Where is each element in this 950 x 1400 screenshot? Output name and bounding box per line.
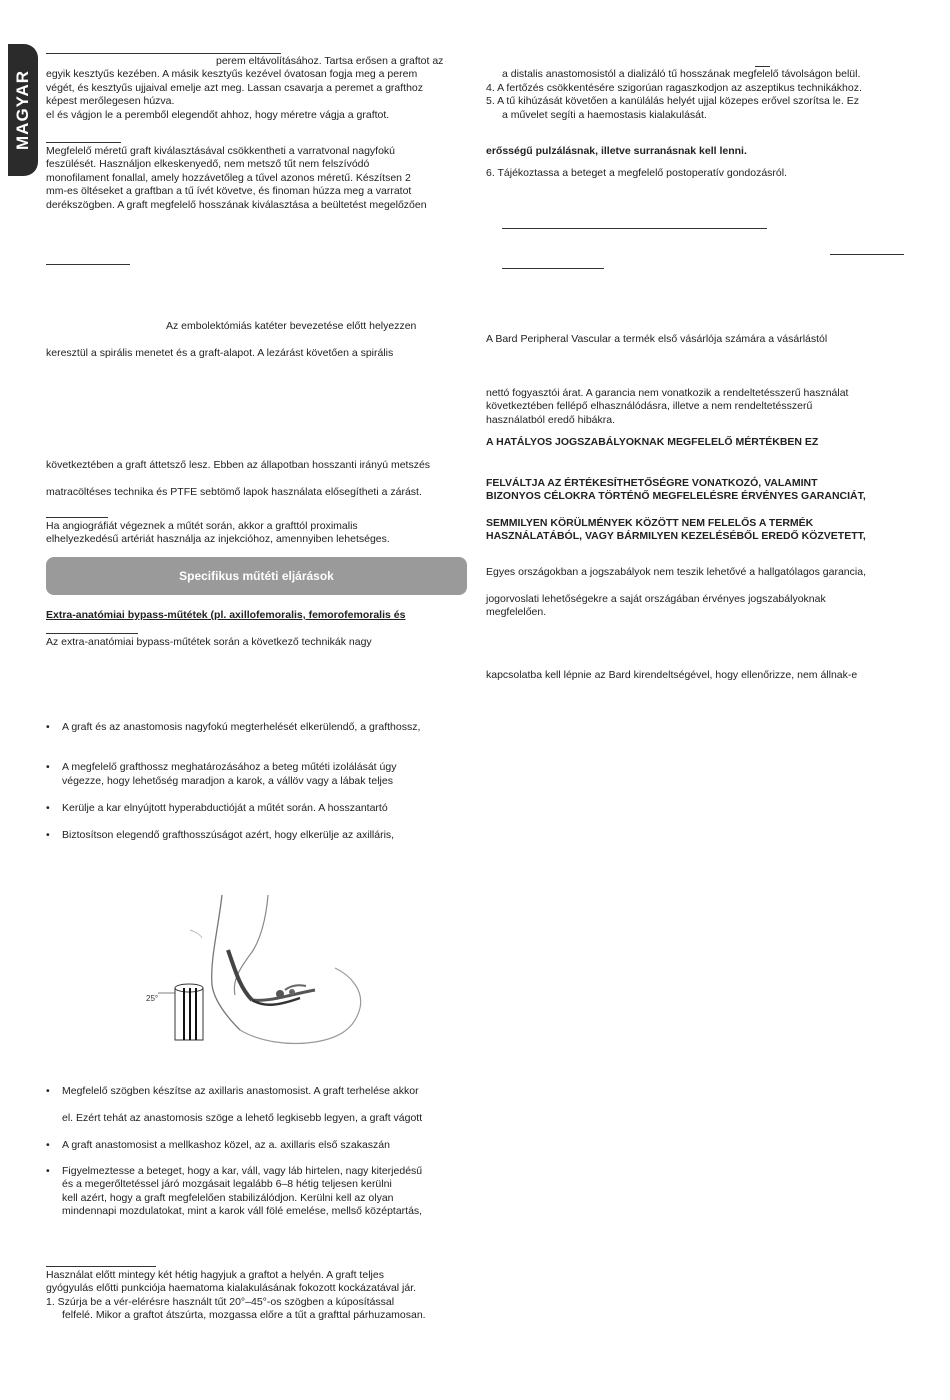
section-rule	[755, 66, 770, 67]
right-line: a distalis anastomosistól a dializáló tű hosszának megfelelő távolságon belül.	[502, 68, 861, 80]
section-rule	[46, 633, 138, 634]
right-bold-line: BIZONYOS CÉLOKRA TÖRTÉNŐ MEGFELELÉSRE ÉRVÉNYES GARANCIÁT,	[486, 490, 866, 502]
right-line: kapcsolatba kell lépnie az Bard kirendeltségével, hogy ellenőrizze, nem állnak-e	[486, 669, 858, 681]
right-line: 6. Tájékoztassa a beteget a megfelelő postoperatív gondozásról.	[486, 167, 787, 179]
left-p1-line: végét, és kesztyűs ujjaival emelje azt meg. Lassan csavarja a peremet a grafthoz	[46, 82, 424, 94]
right-line: használatból eredő hibákra.	[486, 414, 616, 426]
bullet-line: A graft és az anastomosis nagyfokú megterhelését elkerülendő, a grafthossz,	[62, 721, 421, 733]
section-rule	[502, 228, 767, 229]
bullet-marker: •	[46, 1139, 50, 1151]
section-banner: Specifikus műtéti eljárások	[46, 557, 467, 595]
subheading: Extra-anatómiai bypass-műtétek (pl. axillofemoralis, femorofemoralis és	[46, 609, 406, 621]
left-p2-line: derékszögben. A graft megfelelő hosszának kiválasztása a beültetést megelőzően	[46, 199, 427, 211]
angle-label: 25°	[146, 994, 159, 1003]
bullet-line: Figyelmeztesse a beteget, hogy a kar, váll, vagy láb hirtelen, nagy kiterjedésű	[62, 1165, 423, 1177]
right-line: A Bard Peripheral Vascular a termék első vásárlója számára a vásárlástól	[486, 333, 828, 345]
left-p2-line: mm-es öltéseket a graftban a tű ívét követve, és finoman húzza meg a varratot	[46, 185, 412, 197]
bullet-line: Megfelelő szögben készítse az axillaris anastomosist. A graft terhelése akkor	[62, 1085, 419, 1097]
right-line: a művelet segíti a haemostasis kialakulását.	[502, 109, 707, 121]
bullet-line: A graft anastomosist a mellkashoz közel, az a. axillaris első szakaszán	[62, 1139, 390, 1151]
left-p9-line: Használat előtt mintegy két hétig hagyjuk a graftot a helyén. A graft teljes	[46, 1269, 384, 1281]
section-rule	[46, 264, 130, 265]
section-rule	[46, 1266, 156, 1267]
bullet-line: és a megerőltetéssel járó mozgásait legalább 6–8 hétig teljesen kerülni	[62, 1178, 392, 1190]
section-rule	[830, 254, 904, 255]
left-p1-line: el és vágjon le a peremből elegendőt ahhoz, hogy méretre vágja a graftot.	[46, 109, 390, 121]
left-p6: matracöltéses technika és PTFE sebtömő lapok használata elősegítheti a zárást.	[46, 486, 422, 498]
left-p1-line: egyik kesztyűs kezében. A másik kesztyűs kezével óvatosan fogja meg a perem	[46, 68, 418, 80]
section-rule	[46, 517, 108, 518]
right-bold-line: erősségű pulzálásnak, illetve surranásnak kell lenni.	[486, 145, 747, 157]
left-p4: keresztül a spirális menetet és a graft-alapot. A lezárást követően a spirális	[46, 347, 394, 359]
right-bold-line: A HATÁLYOS JOGSZABÁLYOKNAK MEGFELELŐ MÉRTÉKBEN EZ	[486, 436, 819, 448]
right-line: 5. A tű kihúzását követően a kanülálás helyét ujjal közepes erővel szorítsa le. Ez	[486, 95, 859, 107]
anastomosis-illustration	[140, 890, 380, 1050]
section-rule	[502, 268, 604, 269]
left-p7-line: elhelyezkedésű artériát használja az injekcióhoz, amennyiben lehetséges.	[46, 533, 390, 545]
right-bold-line: FELVÁLTJA AZ ÉRTÉKESÍTHETŐSÉGRE VONATKOZÓ, VALAMINT	[486, 477, 818, 489]
right-line: megfelelően.	[486, 606, 547, 618]
language-tab-label: MAGYAR	[13, 70, 32, 150]
right-line: következtében fellépő elhasználódásra, illetve a nem rendeltetésszerű	[486, 400, 813, 412]
left-p1-line: perem eltávolításához. Tartsa erősen a graftot az	[216, 55, 444, 67]
section-rule	[46, 142, 121, 143]
bullet-line: Kerülje a kar elnyújtott hyperabductióját a műtét során. A hosszantartó	[62, 802, 388, 814]
bullet-line: kell azért, hogy a graft megfelelően stabilizálódjon. Kerülni kell az olyan	[62, 1192, 394, 1204]
bullet-marker: •	[46, 761, 50, 773]
bullet-marker: •	[46, 829, 50, 841]
right-line: Egyes országokban a jogszabályok nem teszik lehetővé a hallgatólagos garancia,	[486, 566, 866, 578]
left-p2-line: feszülését. Használjon elkeskenyedő, nem metsző tűt nem felszívódó	[46, 158, 370, 170]
bullet-marker: •	[46, 802, 50, 814]
right-line: jogorvoslati lehetőségekre a saját országában érvényes jogszabályoknak	[486, 593, 826, 605]
left-p2-line: monofilament fonallal, amely hozzávetőleg a tűvel azonos méretű. Készítsen 2	[46, 172, 411, 184]
right-bold-line: HASZNÁLATÁBÓL, VAGY BÁRMILYEN KEZELÉSÉBŐL EREDŐ KÖZVETETT,	[486, 530, 866, 542]
bullet-line: mindennapi mozdulatokat, mint a karok váll fölé emelése, mellső középtartás,	[62, 1205, 423, 1217]
left-p5: következtében a graft áttetsző lesz. Ebben az állapotban hosszanti irányú metszés	[46, 459, 431, 471]
bullet-line: Biztosítson elegendő grafthosszúságot azért, hogy elkerülje az axilláris,	[62, 829, 395, 841]
left-p9-line: gyógyulás előtti punkciója haematoma kialakulásának fokozott kockázatával jár.	[46, 1282, 417, 1294]
bullet-line: el. Ezért tehát az anastomosis szöge a lehető legkisebb legyen, a graft vágott	[62, 1112, 423, 1124]
right-line: 4. A fertőzés csökkentésére szigorúan ragaszkodjon az aszeptikus technikákhoz.	[486, 82, 862, 94]
section-rule	[46, 53, 281, 54]
left-p7-line: Ha angiográfiát végeznek a műtét során, akkor a grafttól proximalis	[46, 520, 358, 532]
bullet-line: végezze, hogy lehetőség maradjon a karok, a vállöv vagy a lábak teljes	[62, 775, 393, 787]
left-p8: Az extra-anatómiai bypass-műtétek során a következő technikák nagy	[46, 636, 372, 648]
step-line: 1. Szúrja be a vér-elérésre használt tűt 20°–45°-os szögben a kúposítással	[46, 1296, 395, 1308]
right-bold-line: SEMMILYEN KÖRÜLMÉNYEK KÖZÖTT NEM FELELŐS A TERMÉK	[486, 517, 814, 529]
bullet-marker: •	[46, 1165, 50, 1177]
left-p1-line: képest merőlegesen húzva.	[46, 95, 175, 107]
bullet-line: A megfelelő grafthossz meghatározásához a beteg műtéti izolálását úgy	[62, 761, 397, 773]
left-p2-line: Megfelelő méretű graft kiválasztásával csökkentheti a varratvonal nagyfokú	[46, 145, 396, 157]
language-tab	[8, 44, 38, 176]
right-line: nettó fogyasztói árat. A garancia nem vonatkozik a rendeltetésszerű használat	[486, 387, 849, 399]
step-line: felfelé. Mikor a graftot átszúrta, mozgassa előre a tűt a grafttal párhuzamosan.	[62, 1309, 426, 1321]
left-p3: Az embolektómiás katéter bevezetése előtt helyezzen	[166, 320, 417, 332]
bullet-marker: •	[46, 1085, 50, 1097]
bullet-marker: •	[46, 721, 50, 733]
